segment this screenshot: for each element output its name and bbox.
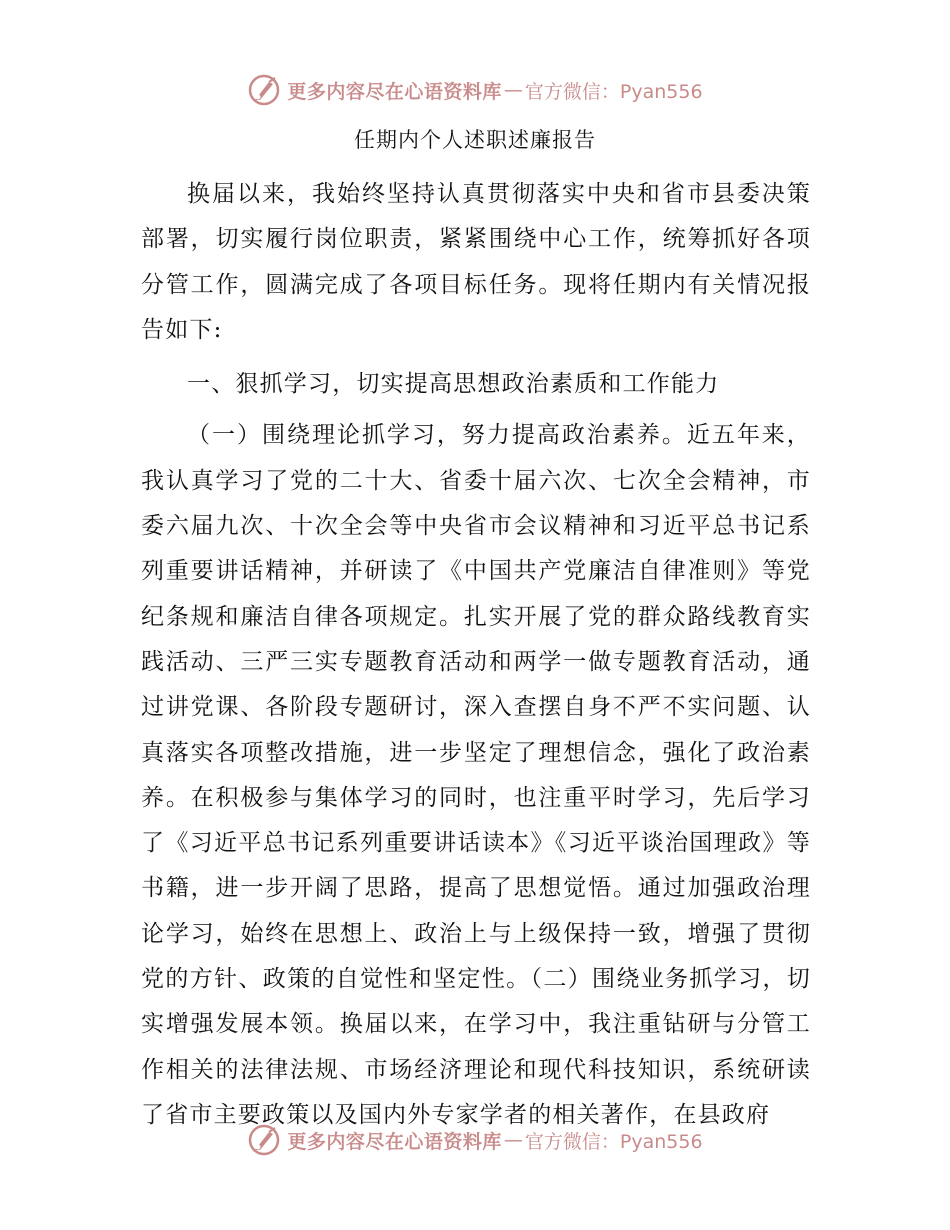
watermark-separator: — <box>503 79 523 101</box>
watermark-banner-bottom <box>0 1120 950 1160</box>
watermark-wechat: 官方微信：Pyan556 <box>524 1130 703 1153</box>
watermark-separator: — <box>503 1129 523 1151</box>
quill-logo-icon <box>247 1123 281 1157</box>
quill-logo-icon <box>247 73 281 107</box>
document-body <box>141 172 811 1138</box>
watermark-text: 更多内容尽在心语资料库 <box>287 80 502 103</box>
section-heading: 一、狠抓学习，切实提高思想政治素质和工作能力 <box>187 371 720 398</box>
document-title: 任期内个人述职述廉报告 <box>354 128 596 152</box>
intro-paragraph: 换届以来，我始终坚持认真贯彻落实中央和省市县委决策部署，切实履行岗位职责，紧紧围绕中心工作，统筹抓好各项分管工作，圆满完成了各项目标任务。现将任期内有关情况报告如下: <box>141 181 811 343</box>
watermark-banner-top <box>0 70 950 110</box>
body-paragraph: （一）围绕理论抓学习，努力提高政治素养。近五年来，我认真学习了党的二十大、省委十届六次、七次全会精神，市委六届九次、十次全会等中央省市会议精神和习近平总书记系列重要讲话精神，并研读了《中国共产党廉洁自律准则》等党纪条规和廉洁自律各项规定。扎实开展了党的群众路线教育实践活动、三严三实专题教育活动和两学一做专题教育活动，通过讲党课、各阶段专题研讨，深入查摆自身不严不实问题、认真落实各项整改措施，进一步坚定了理想信念，强化了政治素养。在积极参与集体学习的同时，也注重平时学习，先后学习了《习近平总书记系列重要讲话读本》《习近平谈治国理政》等书籍，进一步开阔了思路，提高了思想觉悟。通过加强政治理论学习，始终在思想上、政治上与上级保持一致，增强了贯彻党的方针、政策的自觉性和坚定性。（二）围绕业务抓学习，切实增强发展本领。换届以来，在学习中，我注重钻研与分管工作相关的法律法规、市场经济理论和现代科技知识，系统研读了省市主要政策以及国内外专家学者的相关著作，在县政府 <box>141 422 811 1128</box>
watermark-text: 更多内容尽在心语资料库 <box>287 1130 502 1153</box>
watermark-wechat: 官方微信：Pyan556 <box>524 80 703 103</box>
